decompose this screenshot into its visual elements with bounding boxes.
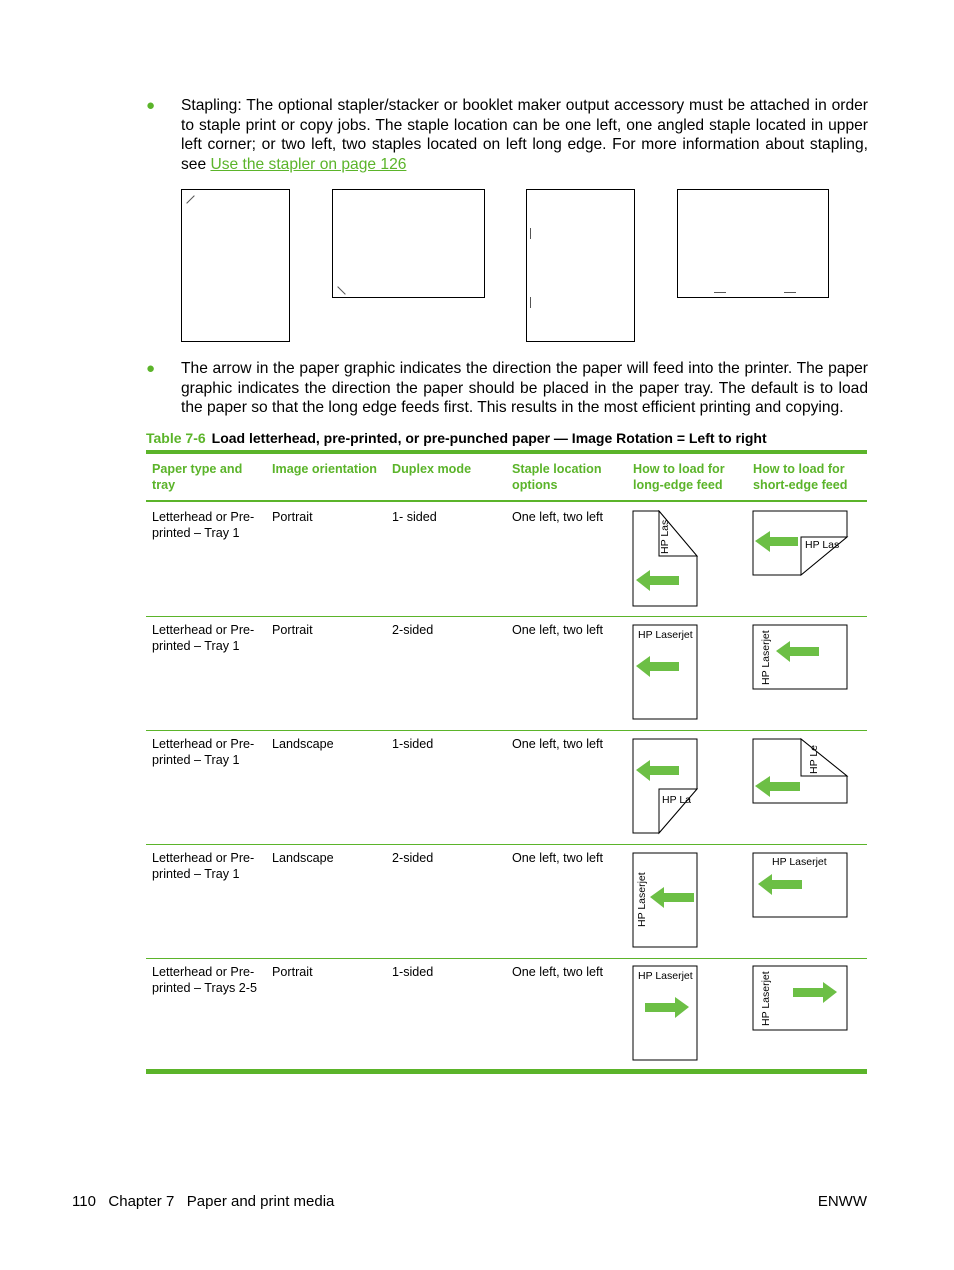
bullet-dot: ● [146, 360, 156, 377]
staple-figure-landscape-two-left [677, 189, 829, 298]
hp-label: HP La [662, 794, 691, 806]
row-divider [146, 616, 867, 617]
cell-duplex: 1- sided [392, 510, 437, 524]
cell-paper: Letterhead or Pre-printed – Tray 1 [152, 510, 255, 540]
header-duplex-mode: Duplex mode [392, 462, 472, 476]
staple [530, 228, 531, 239]
cell-orientation: Landscape [272, 737, 334, 751]
header-image-orientation: Image orientation [272, 462, 377, 476]
bullet-text: The arrow in the paper graphic indicates the direction the paper will feed into the printer. The paper graphic indicates the direction the paper should be placed in the paper tray. The default is to load the paper so that the long edge feeds first. This results in the most efficient printing and copying. [181, 360, 868, 416]
cell-paper: Letterhead or Pre-printed – Tray 1 [152, 851, 255, 881]
short-edge-figure [752, 738, 850, 806]
table-top-rule [146, 450, 867, 454]
staple-figure-landscape-one-left [332, 189, 485, 298]
cell-staple: One left, two left [512, 851, 603, 865]
bullet-stapling [146, 96, 868, 174]
angled-staple [337, 286, 345, 294]
table-bottom-rule [146, 1069, 867, 1074]
cell-duplex: 1-sided [392, 737, 434, 751]
cell-orientation: Landscape [272, 851, 334, 865]
header-short-edge-feed: How to load for short-edge feed [753, 462, 848, 492]
cell-staple: One left, two left [512, 965, 603, 979]
staple [530, 297, 531, 308]
hp-label: HP Las [805, 539, 840, 551]
cell-duplex: 2-sided [392, 623, 434, 637]
hp-label: HP Las [659, 519, 671, 554]
cell-staple: One left, two left [512, 510, 603, 524]
long-edge-figure [632, 624, 700, 722]
staple [784, 292, 796, 293]
long-edge-figure [632, 965, 700, 1063]
table-caption [146, 430, 868, 446]
row-divider [146, 730, 867, 731]
long-edge-figure [632, 510, 700, 608]
table-title: Load letterhead, pre-printed, or pre-punched paper — Image Rotation = Left to right [211, 430, 767, 446]
staple-figure-portrait-two-left [526, 189, 635, 342]
staple [714, 292, 726, 293]
short-edge-figure [752, 852, 850, 920]
long-edge-figure [632, 852, 700, 950]
cell-duplex: 1-sided [392, 965, 434, 979]
hp-label: HP Laserjet [636, 872, 648, 927]
cell-orientation: Portrait [272, 510, 313, 524]
long-edge-figure [632, 738, 700, 836]
short-edge-figure [752, 624, 850, 692]
bullet-dot: ● [146, 97, 156, 114]
bullet-text: Stapling: The optional stapler/stacker or booklet maker output accessory must be attached in order to staple print or copy jobs. The staple location can be one left, one angled staple located in upper left corner; or two left, two staples located on left long edge. For more information about stapling, see Use the stapler on page 126 [181, 97, 868, 173]
footer-right: ENWW [817, 1193, 867, 1210]
hp-label: HP Laserjet [638, 629, 693, 641]
row-divider [146, 844, 867, 845]
hp-label: HP Laserjet [760, 630, 772, 685]
staple-figure-portrait-one-left [181, 189, 290, 342]
stapler-link[interactable]: Use the stapler on page 126 [210, 155, 407, 173]
table-number: Table 7-6 [146, 430, 206, 446]
cell-staple: One left, two left [512, 737, 603, 751]
hp-label: HP Laserjet [760, 971, 772, 1026]
angled-staple [186, 195, 194, 203]
hp-label: HP Laserjet [772, 856, 827, 868]
footer-left: 110 Chapter 7 Paper and print media [72, 1193, 335, 1210]
cell-paper: Letterhead or Pre-printed – Tray 1 [152, 737, 255, 767]
header-staple-location: Staple location options [512, 462, 602, 492]
header-bottom-rule [146, 500, 867, 502]
header-long-edge-feed: How to load for long-edge feed [633, 462, 725, 492]
hp-label: HP Laserjet [638, 970, 693, 982]
short-edge-figure [752, 965, 850, 1033]
cell-staple: One left, two left [512, 623, 603, 637]
cell-paper: Letterhead or Pre-printed – Tray 1 [152, 623, 255, 653]
cell-paper: Letterhead or Pre-printed – Trays 2-5 [152, 965, 257, 995]
cell-orientation: Portrait [272, 965, 313, 979]
row-divider [146, 958, 867, 959]
short-edge-figure [752, 510, 850, 578]
cell-duplex: 2-sided [392, 851, 434, 865]
header-paper-type: Paper type and tray [152, 462, 243, 492]
bullet-arrow-direction [146, 359, 868, 418]
cell-orientation: Portrait [272, 623, 313, 637]
hp-label: HP Le [808, 745, 820, 774]
